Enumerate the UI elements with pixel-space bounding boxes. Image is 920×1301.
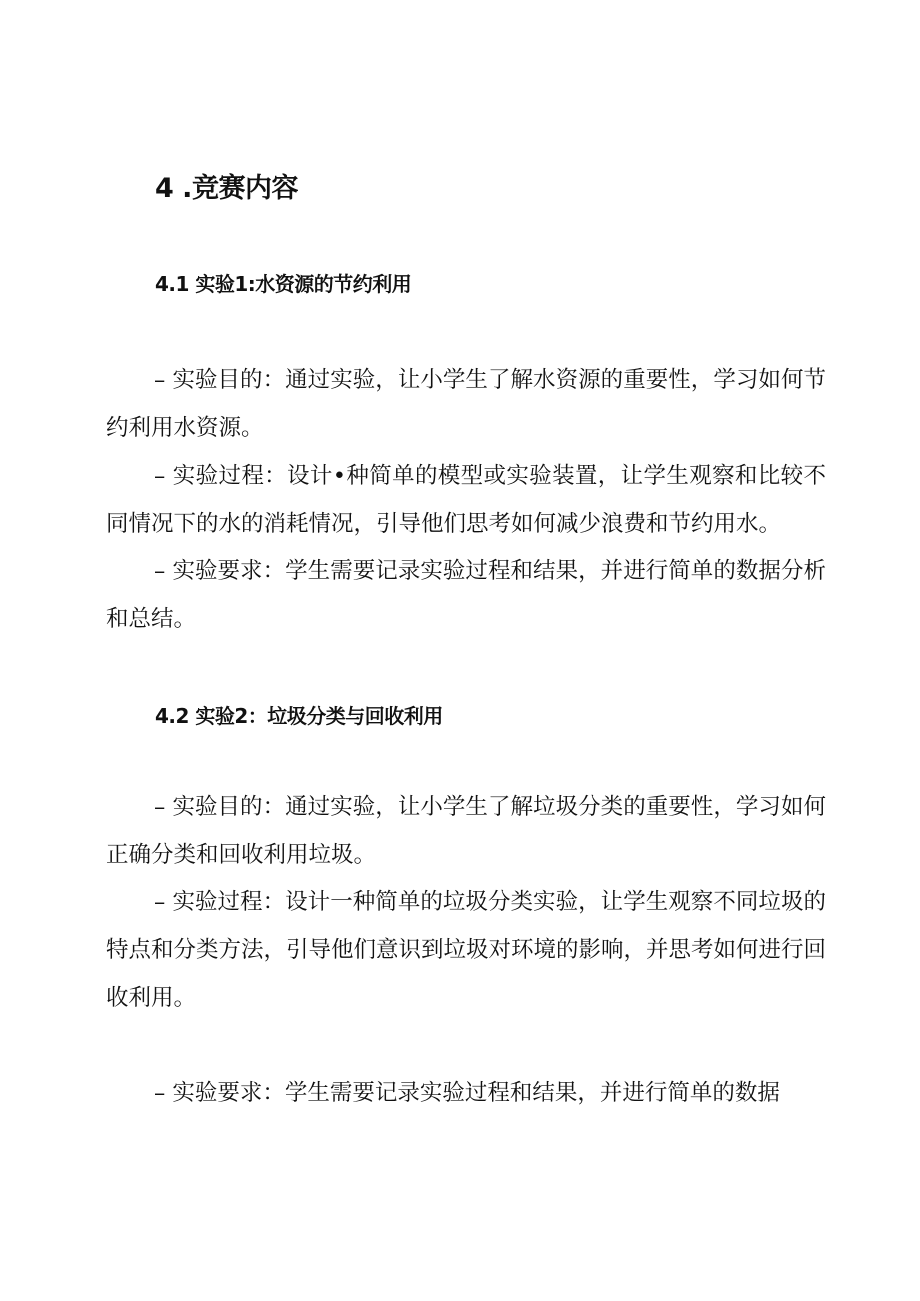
experiment-2-process-text: – 实验过程：设计一种简单的垃圾分类实验，让学生观察不同垃圾的特点和分类方法，引导他们意识到垃圾对环境的影响，并思考如何进行回收利用。 [106,889,827,1011]
experiment-2-requirement [106,1069,826,1117]
experiment-1-purpose-text: – 实验目的：通过实验，让小学生了解水资源的重要性，学习如何节约利用水资源。 [106,367,826,441]
experiment-1-process [106,452,826,548]
experiment-1-requirement [106,547,826,643]
section-title: 4 .竞赛内容 [155,173,298,204]
experiment-2-heading: 4.2 实验2：垃圾分类与回收利用 [155,704,443,728]
experiment-1-heading: 4.1 实验1:水资源的节约利用 [155,272,412,296]
experiment-2-purpose [106,783,826,879]
experiment-1-process-text: – 实验过程：设计•种简单的模型或实验装置，让学生观察和比较不同情况下的水的消耗情况，引导他们思考如何减少浪费和节约用水。 [106,463,826,537]
experiment-2-purpose-text: – 实验目的：通过实验，让小学生了解垃圾分类的重要性，学习如何正确分类和回收利用垃圾。 [106,794,826,868]
experiment-2-requirement-text: – 实验要求：学生需要记录实验过程和结果，并进行简单的数据 [154,1080,780,1106]
experiment-1-purpose [106,356,826,452]
experiment-1-requirement-text: – 实验要求：学生需要记录实验过程和结果，并进行简单的数据分析和总结。 [106,558,826,632]
experiment-2-process [106,878,826,1022]
